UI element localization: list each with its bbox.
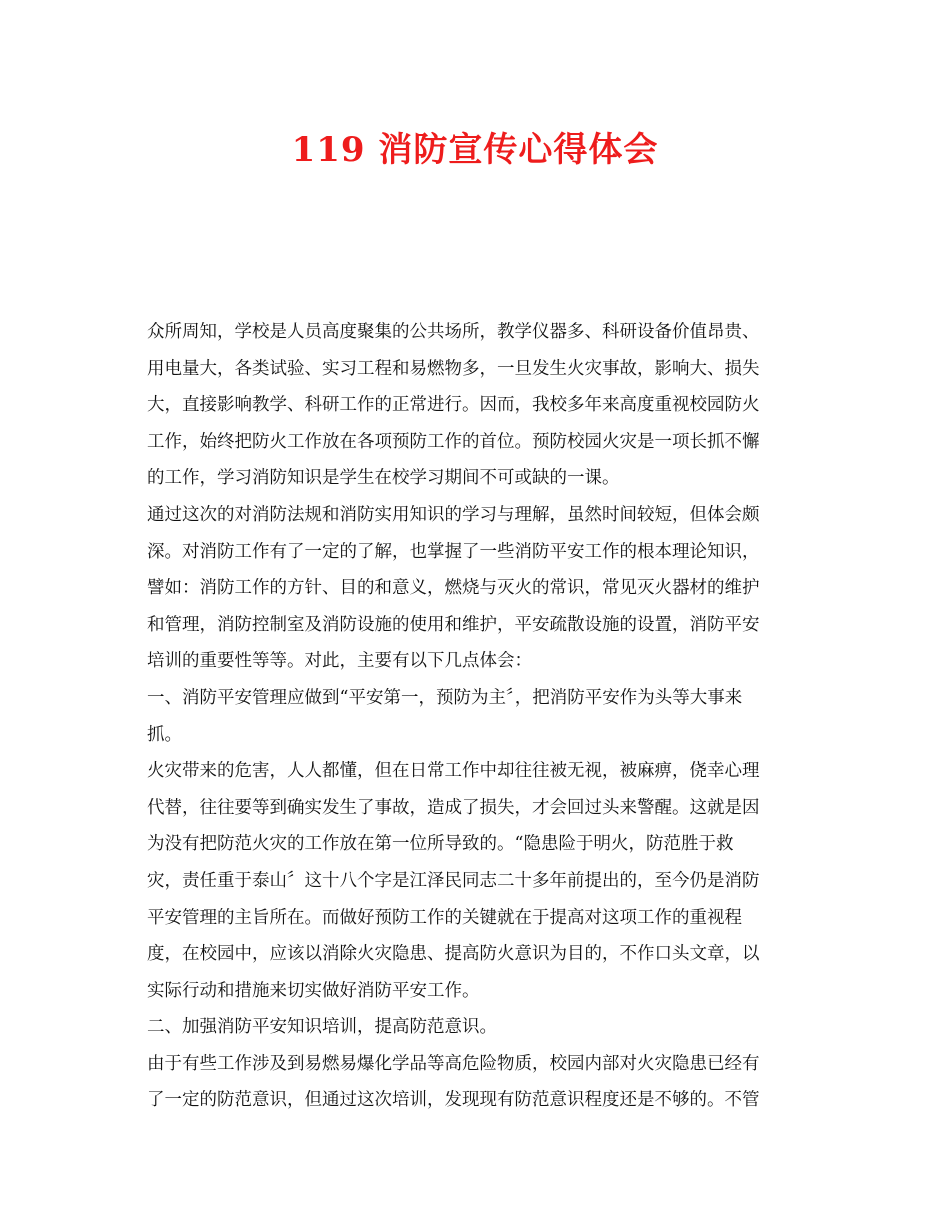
document-title: 119 消防宣传心得体会 <box>291 130 659 170</box>
body-line: 平安管理的主旨所在。而做好预防工作的关键就在于提高对这项工作的重视程 <box>147 907 742 928</box>
body-line: 由于有些工作涉及到易燃易爆化学品等高危险物质，校园内部对火灾隐患已经有 <box>147 1053 760 1074</box>
body-line: 工作，始终把防火工作放在各项预防工作的首位。预防校园火灾是一项长抓不懈 <box>147 431 760 452</box>
body-line: 用电量大，各类试验、实习工程和易燃物多，一旦发生火灾事故，影响大、损失 <box>147 358 760 379</box>
body-line: 譬如：消防工作的方针、目的和意义，燃烧与灭火的常识，常见灭火器材的维护 <box>147 578 760 599</box>
section-heading-line: 一、消防平安管理应做到“平安第一，预防为主〞，把消防平安作为头等大事来 <box>147 687 743 708</box>
body-line: 度，在校园中，应该以消除火灾隐患、提高防火意识为目的，不作口头文章，以 <box>147 944 760 965</box>
document-body <box>147 314 807 1119</box>
body-line: 了一定的防范意识，但通过这次培训，发现现有防范意识程度还是不够的。不管 <box>147 1090 760 1111</box>
body-line: 为没有把防范火灾的工作放在第一位所导致的。“隐患险于明火，防范胜于救 <box>147 834 734 855</box>
section-heading-line: 抓。 <box>147 724 182 745</box>
section-heading-line: 二、加强消防平安知识培训，提高防范意识。 <box>147 1017 497 1038</box>
body-line: 培训的重要性等等。对此，主要有以下几点体会： <box>147 651 532 672</box>
body-line: 火灾带来的危害，人人都懂，但在日常工作中却往往被无视，被麻痹，侥幸心理 <box>147 761 760 782</box>
body-line: 灾，责任重于泰山〞这十八个字是江泽民同志二十多年前提出的，至今仍是消防 <box>147 870 760 891</box>
body-line: 的工作，学习消防知识是学生在校学习期间不可或缺的一课。 <box>147 468 620 489</box>
body-line: 通过这次的对消防法规和消防实用知识的学习与理解，虽然时间较短，但体会颇 <box>147 504 760 525</box>
body-line: 代替，往往要等到确实发生了事故，造成了损失，才会回过头来警醒。这就是因 <box>147 797 760 818</box>
body-line: 众所周知，学校是人员高度聚集的公共场所，教学仪器多、科研设备价值昂贵、 <box>147 322 760 342</box>
body-line: 大，直接影响教学、科研工作的正常进行。因而，我校多年来高度重视校园防火 <box>147 395 760 416</box>
body-line: 实际行动和措施来切实做好消防平安工作。 <box>147 980 480 1001</box>
body-line: 和管理，消防控制室及消防设施的使用和维护，平安疏散设施的设置，消防平安 <box>147 614 760 635</box>
body-line: 深。对消防工作有了一定的了解，也掌握了一些消防平安工作的根本理论知识， <box>147 541 760 562</box>
